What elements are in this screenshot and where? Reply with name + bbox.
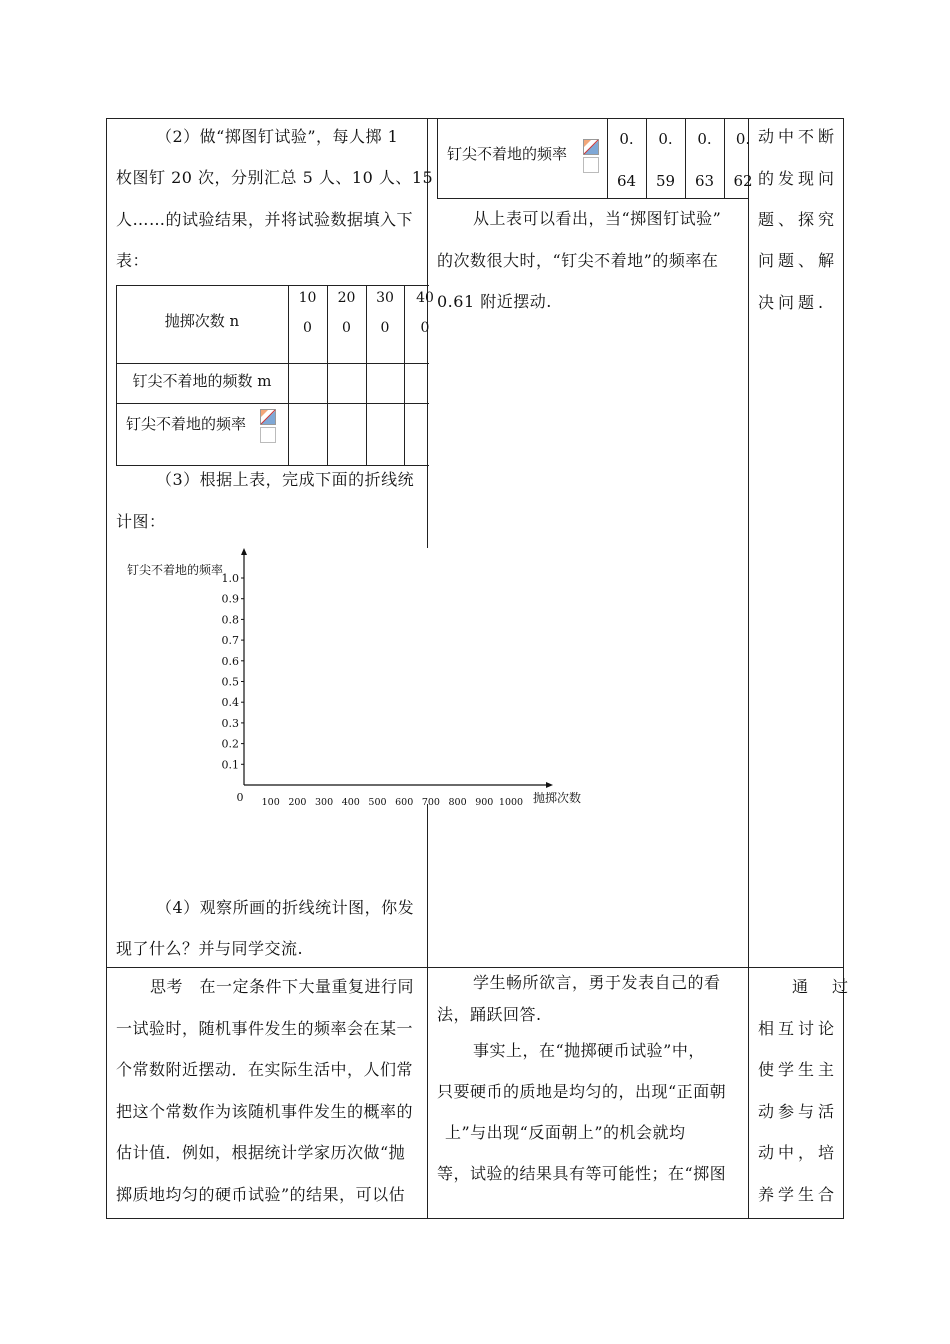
y-axis-title: 钉尖不着地的频率 bbox=[127, 563, 224, 577]
x-tick-label: 1000 bbox=[498, 797, 524, 808]
conclusion-line1: 从上表可以看出，当“掷图钉试验” bbox=[473, 209, 722, 228]
result-col-3: 0. 63 bbox=[694, 130, 715, 190]
explanation-line1: 事实上，在“抛掷硬币试验”中， bbox=[473, 1041, 705, 1060]
conclusion-line3: 0.61 附近摆动. bbox=[437, 292, 552, 311]
y-tick-label: 0.4 bbox=[221, 696, 239, 710]
origin-label: 0 bbox=[236, 791, 244, 804]
explanation-line3: 上”与出现“反面朝上”的机会就均 bbox=[445, 1123, 686, 1142]
design-note-line2: 的发现问 bbox=[758, 169, 839, 188]
instruction-3-line2: 计图： bbox=[116, 512, 166, 531]
x-tick-label: 900 bbox=[475, 797, 494, 808]
y-tick-label: 0.6 bbox=[221, 654, 239, 668]
y-tick-label: 0.3 bbox=[221, 716, 239, 730]
design-note-line1: 动中不断 bbox=[758, 127, 839, 146]
x-axis-title: 抛掷次数 bbox=[533, 791, 582, 805]
design-note-line4: 问题、解 bbox=[758, 251, 839, 270]
x-tick-label: 600 bbox=[395, 797, 414, 808]
result-col-4: 0. 62 bbox=[733, 130, 753, 190]
student-activity-line1: 学生畅所欲言，勇于发表自己的看 bbox=[473, 973, 721, 992]
goal-line4: 动参与活 bbox=[758, 1102, 839, 1121]
goal-line5: 动中，培 bbox=[758, 1143, 839, 1162]
x-tick-label: 100 bbox=[261, 797, 280, 808]
design-note-line3: 题、探究 bbox=[758, 210, 839, 229]
y-tick-label: 1.0 bbox=[221, 572, 239, 585]
goal-line1: 通 过 bbox=[792, 977, 853, 996]
column-divider-1-lower bbox=[427, 804, 428, 1218]
result-row-label: 钉尖不着地的频率 bbox=[447, 145, 568, 163]
think-line5: 估计值．例如，根据统计学家历次做“抛 bbox=[116, 1143, 406, 1162]
y-tick-label: 0.1 bbox=[221, 758, 239, 772]
explanation-line2: 只要硬币的质地是均匀的，出现“正面朝 bbox=[437, 1082, 727, 1101]
think-line1: 思考 在一定条件下大量重复进行同 bbox=[150, 977, 415, 996]
result-col-2: 0. 59 bbox=[655, 130, 676, 190]
trials-col-100: 10 0 bbox=[298, 290, 317, 336]
think-line3: 个常数附近摆动．在实际生活中，人们常 bbox=[116, 1060, 414, 1079]
result-col-1: 0. 64 bbox=[616, 130, 637, 190]
row-label-trials: 抛掷次数 n bbox=[164, 312, 240, 330]
trials-col-300: 30 0 bbox=[376, 290, 394, 336]
conclusion-line2: 的次数很大时，“钉尖不着地”的频率在 bbox=[437, 251, 719, 270]
y-tick-label: 0.2 bbox=[221, 737, 239, 751]
row-label-count: 钉尖不着地的频数 m bbox=[132, 372, 272, 390]
broken-image-icon bbox=[260, 409, 276, 443]
goal-line2: 相互讨论 bbox=[758, 1019, 839, 1038]
trials-col-400: 40 0 bbox=[416, 290, 434, 336]
x-tick-label: 200 bbox=[288, 797, 307, 808]
x-tick-label: 800 bbox=[448, 797, 467, 808]
x-tick-label: 400 bbox=[341, 797, 360, 808]
trials-col-200: 20 0 bbox=[337, 290, 356, 336]
x-axis-arrow bbox=[546, 782, 553, 788]
y-axis-arrow bbox=[241, 548, 247, 555]
instruction-4-line1: （4）观察所画的折线统计图，你发 bbox=[156, 898, 415, 917]
y-tick-label: 0.9 bbox=[221, 592, 239, 606]
think-line4: 把这个常数作为该随机事件发生的概率的 bbox=[116, 1102, 414, 1121]
instruction-2-line1: （2）做“掷图钉试验”，每人掷 1 bbox=[156, 127, 399, 146]
x-tick-label: 500 bbox=[368, 797, 387, 808]
design-note-line5: 决问题. bbox=[758, 293, 828, 312]
explanation-line4: 等，试验的结果具有等可能性；在“掷图 bbox=[437, 1164, 727, 1183]
frequency-line-chart bbox=[110, 545, 590, 810]
instruction-2-line4: 表： bbox=[116, 251, 150, 270]
goal-line3: 使学生主 bbox=[758, 1060, 839, 1079]
instruction-2-line3: 人……的试验结果，并将试验数据填入下 bbox=[116, 210, 414, 229]
student-activity-line2: 法，踊跃回答. bbox=[437, 1005, 542, 1024]
instruction-4-line2: 现了什么？并与同学交流. bbox=[116, 939, 304, 958]
goal-line6: 养学生合 bbox=[758, 1185, 839, 1204]
x-tick-label: 300 bbox=[315, 797, 334, 808]
think-line2: 一试验时，随机事件发生的频率会在某一 bbox=[116, 1019, 414, 1038]
row-label-frequency: 钉尖不着地的频率 bbox=[126, 415, 247, 433]
y-tick-label: 0.5 bbox=[221, 675, 239, 689]
think-line6: 掷质地均匀的硬币试验”的结果，可以估 bbox=[116, 1185, 406, 1204]
y-tick-label: 0.8 bbox=[221, 613, 239, 627]
instruction-3-line1: （3）根据上表，完成下面的折线统 bbox=[156, 470, 415, 489]
broken-image-icon bbox=[583, 139, 599, 173]
table-left-border bbox=[106, 118, 107, 1218]
y-tick-label: 0.7 bbox=[221, 634, 239, 648]
instruction-2-line2: 枚图钉 20 次，分别汇总 5 人、10 人、15 bbox=[116, 168, 434, 187]
column-divider-2 bbox=[748, 118, 749, 1218]
table-bottom-border bbox=[106, 1218, 844, 1219]
table-right-border bbox=[843, 118, 844, 1218]
x-tick-label: 700 bbox=[421, 797, 440, 808]
